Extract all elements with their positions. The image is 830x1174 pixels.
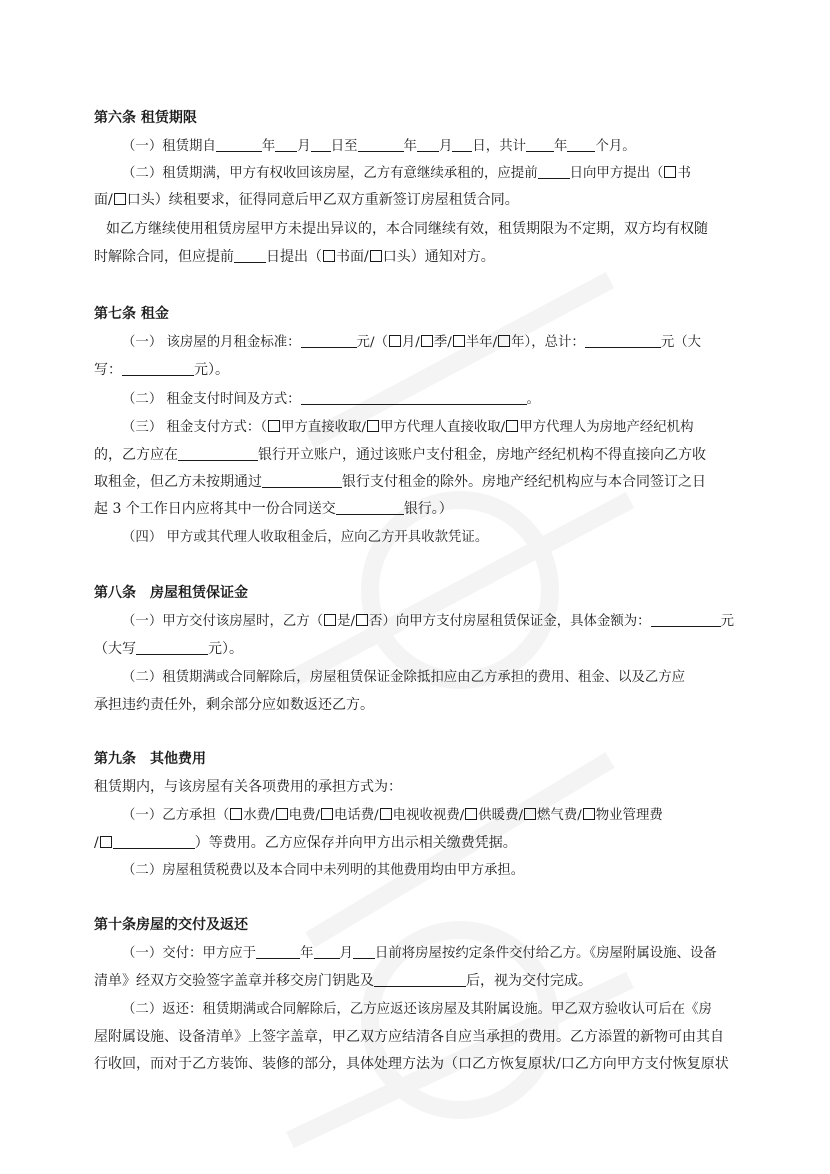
article-9-clause-1: （一）乙方承担（ 水费/ 电费/ 电话费/ 电视收视费/ 供暖费/ 燃气费/ 物业管理费 <box>122 808 663 823</box>
article-8-clause-2: （二）租赁期满或合同解除后，房屋租赁保证金除抵扣应由乙方承担的费用、租金、以及乙方应 <box>122 670 686 685</box>
blank-field[interactable] <box>417 137 439 152</box>
article-7-clause-2: （二） 租金支付时间及方式： 。 <box>122 392 540 407</box>
blank-field[interactable] <box>216 137 262 152</box>
article-7-clause-3-cont-2: 取租金，但乙方未按期通过 银行支付租金的除外。房地产经纪机构应与本合同签订之日 <box>94 474 706 490</box>
blank-field[interactable] <box>358 137 404 152</box>
article-7-heading: 第七条 租金 <box>94 306 169 322</box>
article-10-clause-1-cont: 清单》经双方交验签字盖章并移交房门钥匙及 后，视为交付完成。 <box>94 973 592 989</box>
article-10-clause-2-cont-2: 行收回，而对于乙方装饰、装修的部分，具体处理方法为（口乙方恢复原状/口乙方向甲方支付恢复原状 <box>94 1056 729 1072</box>
checkbox[interactable] <box>498 335 510 347</box>
checkbox[interactable] <box>506 420 518 432</box>
checkbox[interactable] <box>524 808 536 820</box>
blank-field[interactable] <box>234 248 266 263</box>
checkbox[interactable] <box>370 250 382 262</box>
checkbox[interactable] <box>583 808 595 820</box>
checkbox[interactable] <box>453 335 465 347</box>
article-7-clause-3-cont-1: 的，乙方应在 银行开立账户，通过该账户支付租金，房地产经纪机构不得直接向乙方收 <box>94 447 706 463</box>
blank-field[interactable] <box>452 137 472 152</box>
blank-field[interactable] <box>301 333 357 348</box>
checkbox[interactable] <box>114 193 126 205</box>
article-9-clause-2: （二）房屋租赁税费以及本合同中未列明的其他费用均由甲方承担。 <box>122 863 525 878</box>
checkbox[interactable] <box>100 836 112 848</box>
article-10-clause-1: （一）交付：甲方应于 年 月 日前将房屋按约定条件交付给乙方。《房屋附属设施、设备 <box>122 946 717 961</box>
blank-field[interactable] <box>526 137 554 152</box>
article-10-clause-2: （二）返还：租赁期满或合同解除后，乙方应返还该房屋及其附属设施。甲乙双方验收认可后在《房 <box>122 1002 712 1017</box>
article-6-heading: 第六条 租赁期限 <box>94 110 197 126</box>
blank-field[interactable] <box>178 446 258 461</box>
blank-field[interactable] <box>262 473 342 488</box>
article-8-clause-2-cont: 承担违约责任外，剩余部分应如数返还乙方。 <box>94 697 374 713</box>
article-9-clause-1-cont: / ）等费用。乙方应保存并向甲方出示相关缴费凭据。 <box>94 835 517 851</box>
checkbox[interactable] <box>230 808 242 820</box>
checkbox[interactable] <box>321 808 333 820</box>
checkbox[interactable] <box>356 614 368 626</box>
checkbox[interactable] <box>276 808 288 820</box>
article-8-clause-1: （一）甲方交付该房屋时，乙方（ 是/ 否）向甲方支付房屋租赁保证金，具体金额为： 元 <box>122 614 735 629</box>
article-7-clause-3: （三） 租金支付方式：（ 甲方直接收取/ 甲方代理人直接收取/ 甲方代理人为房地产经纪机构 <box>122 420 694 435</box>
blank-field[interactable] <box>538 164 570 179</box>
blank-field[interactable] <box>336 500 404 515</box>
blank-field[interactable] <box>136 640 208 655</box>
article-6-clause-2-cont: 面/ 口头）续租要求，征得同意后甲乙双方重新签订房屋租赁合同。 <box>94 192 519 208</box>
blank-field[interactable] <box>353 944 375 959</box>
article-9-intro: 租赁期内，与该房屋有关各项费用的承担方式为： <box>94 779 402 795</box>
blank-field[interactable] <box>374 972 466 987</box>
checkbox[interactable] <box>465 808 477 820</box>
blank-field[interactable] <box>256 944 300 959</box>
blank-field[interactable] <box>113 834 195 849</box>
article-6-clause-1: （一）租赁期自 年 月 日至 年 月 日，共计 年 个月。 <box>122 139 636 154</box>
checkbox[interactable] <box>380 808 392 820</box>
article-10-clause-2-cont-1: 屋附属设施、设备清单》上签字盖章，甲乙双方应结清各自应当承担的费用。乙方添置的新物可由其自 <box>94 1029 724 1045</box>
article-6-clause-3: 如乙方继续使用租赁房屋甲方未提出异议的，本合同继续有效，租赁期限为不定期，双方均有权随 <box>106 221 708 237</box>
checkbox[interactable] <box>324 614 336 626</box>
article-6-clause-2: （二）租赁期满，甲方有权收回该房屋，乙方有意继续承租的，应提前 日向甲方提出（ 书 <box>122 166 691 181</box>
article-7-clause-1: （一） 该房屋的月租金标准： 元/（ 月/ 季/ 半年/ 年），总计： 元（大 <box>122 335 702 350</box>
checkbox[interactable] <box>268 420 280 432</box>
blank-field[interactable] <box>275 137 297 152</box>
checkbox[interactable] <box>367 420 379 432</box>
blank-field[interactable] <box>314 944 340 959</box>
blank-field[interactable] <box>301 390 527 405</box>
checkbox[interactable] <box>664 166 676 178</box>
article-10-heading: 第十条房屋的交付及返还 <box>94 917 248 933</box>
article-7-clause-1-cont: 写： 元）。 <box>94 362 229 378</box>
blank-field[interactable] <box>567 137 595 152</box>
blank-field[interactable] <box>651 612 721 627</box>
article-7-clause-3-cont-3: 起 3 个工作日内应将其中一份合同送交 银行。） <box>94 501 453 517</box>
checkbox[interactable] <box>323 250 335 262</box>
blank-field[interactable] <box>122 361 194 376</box>
blank-field[interactable] <box>311 137 331 152</box>
article-6-clause-3-cont: 时解除合同，但应提前 日提出（ 书面/ 口头）通知对方。 <box>94 249 495 265</box>
checkbox[interactable] <box>421 335 433 347</box>
article-8-clause-1-cont: （大写 元）。 <box>94 641 243 657</box>
checkbox[interactable] <box>389 335 401 347</box>
article-9-heading: 第九条 其他费用 <box>94 751 206 767</box>
article-8-heading: 第八条 房屋租赁保证金 <box>94 585 248 601</box>
article-7-clause-4: （四） 甲方或其代理人收取租金后，应向乙方开具收款凭证。 <box>122 530 489 545</box>
blank-field[interactable] <box>585 333 661 348</box>
